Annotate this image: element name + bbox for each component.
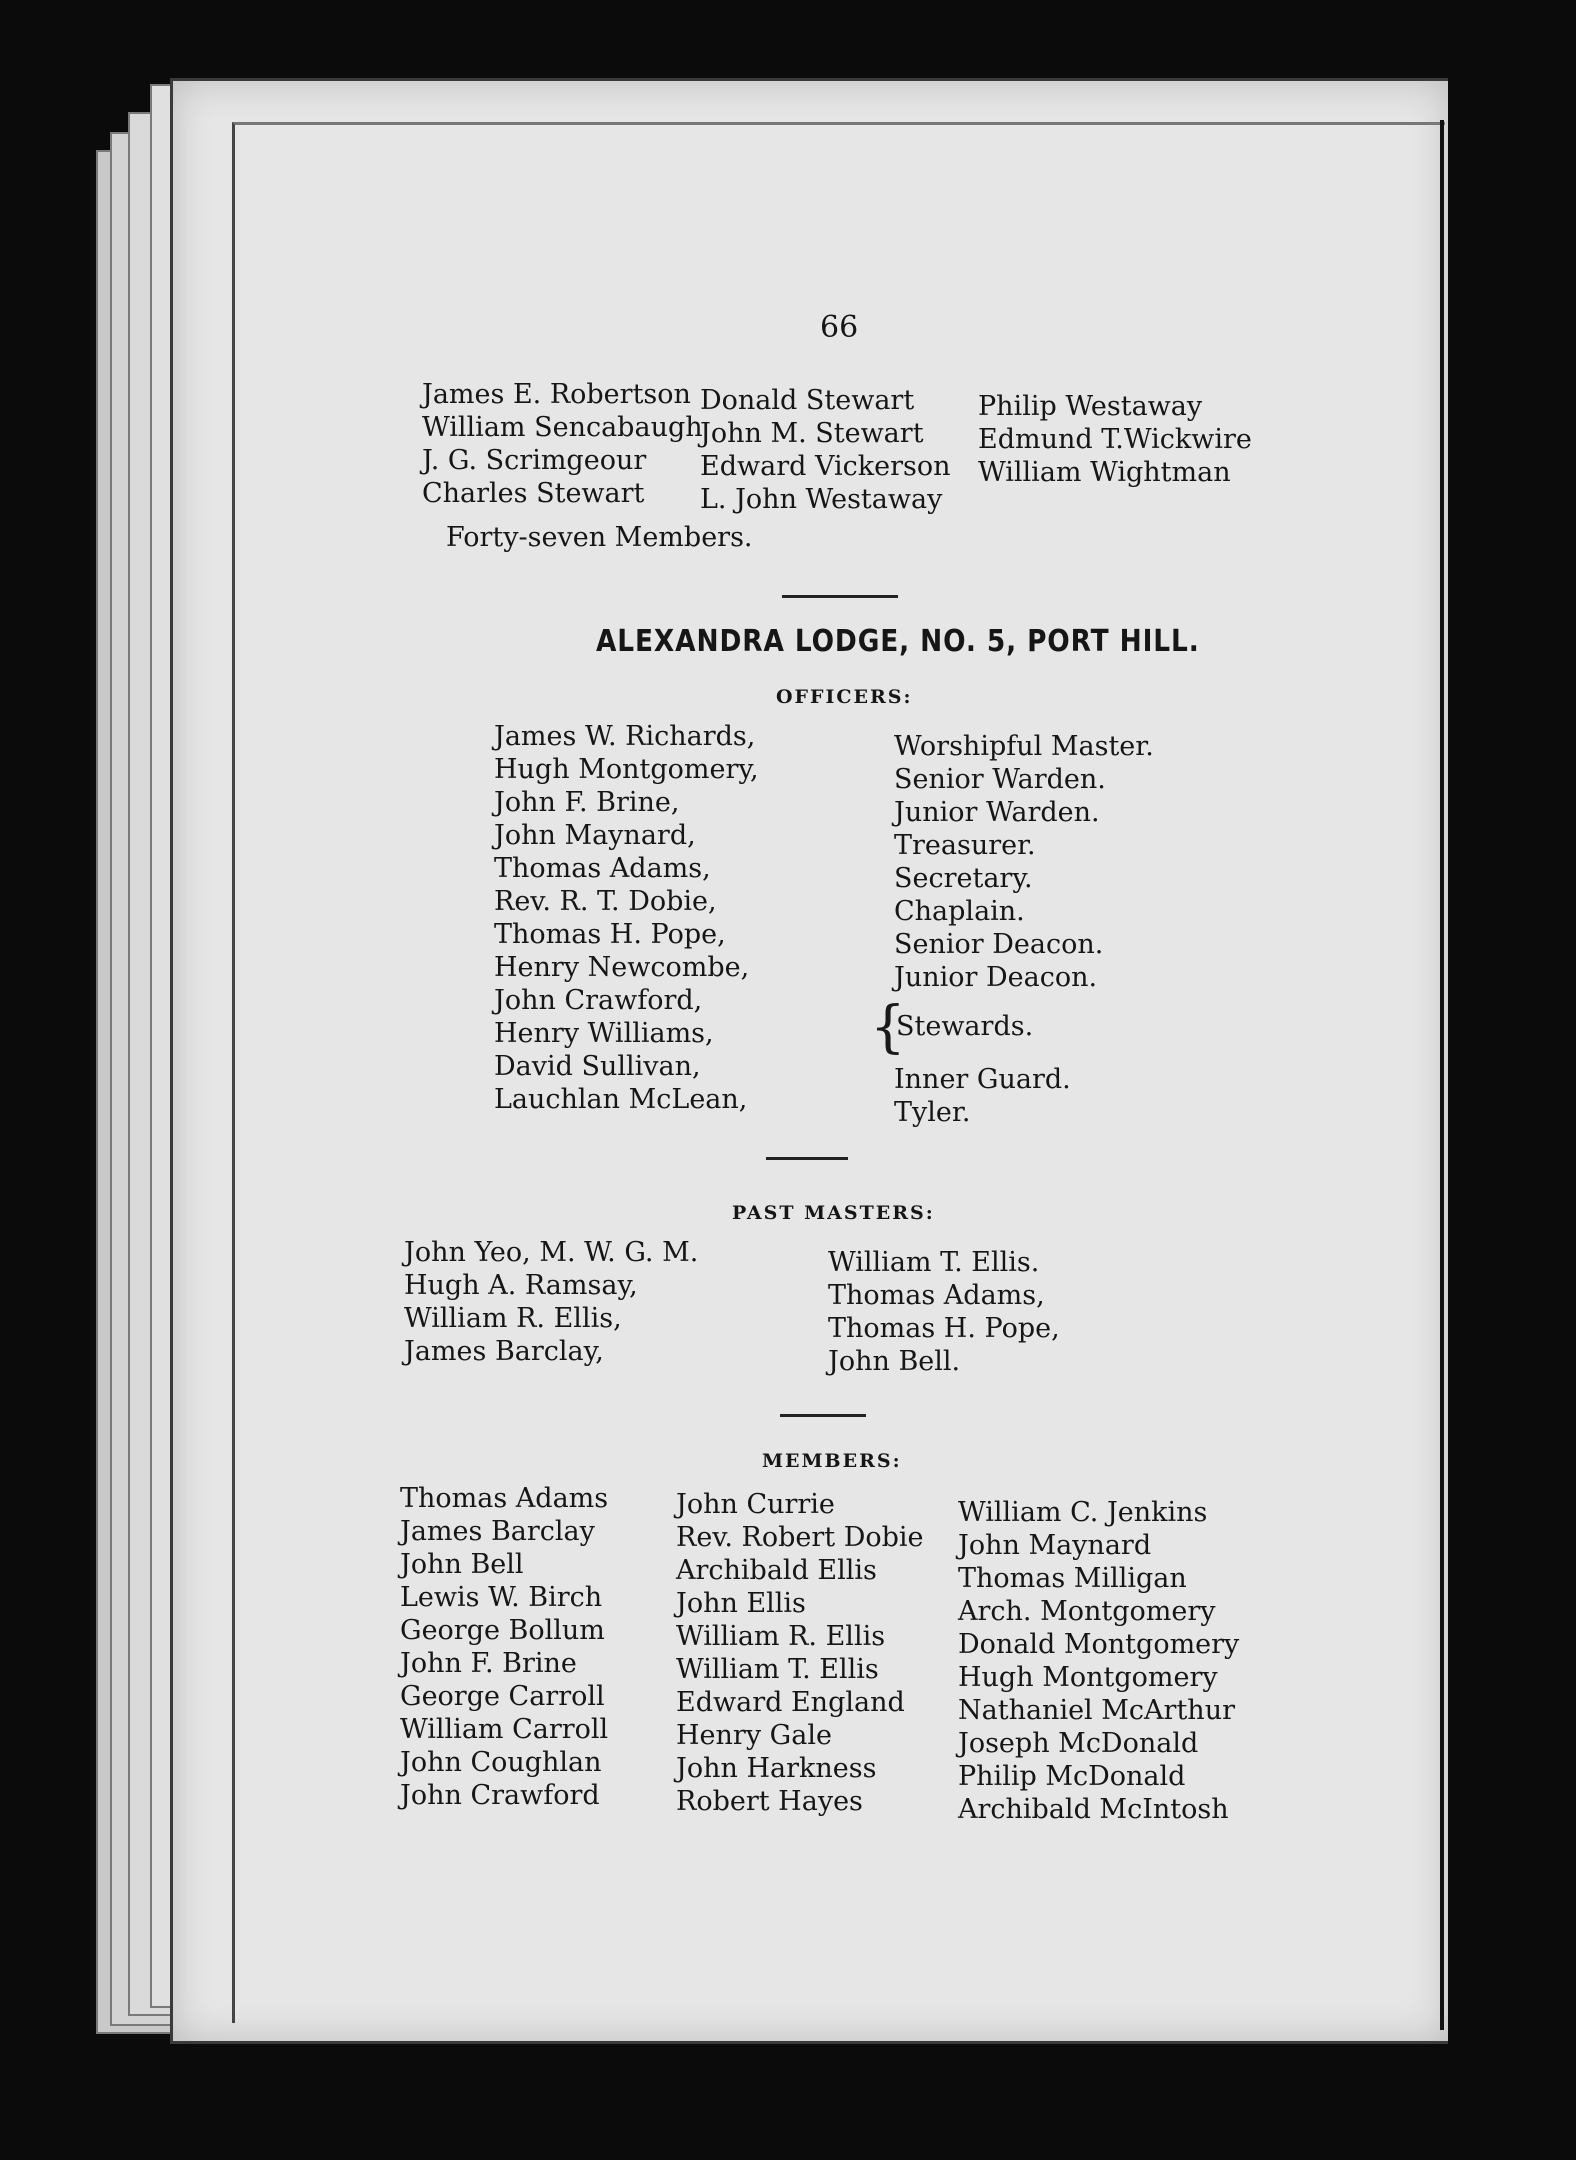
officer-name: Henry Williams, <box>494 1018 714 1049</box>
list-item: Hugh Montgomery <box>958 1662 1218 1693</box>
list-item: Rev. Robert Dobie <box>676 1522 924 1553</box>
list-item: Donald Stewart <box>700 385 915 416</box>
member-count-note: Forty-seven Members. <box>446 522 753 553</box>
list-item: James Barclay <box>400 1516 595 1547</box>
officer-name: Henry Newcombe, <box>494 952 750 983</box>
divider <box>766 1157 848 1160</box>
lodge-title: ALEXANDRA LODGE, NO. 5, PORT HILL. <box>596 624 1200 659</box>
list-item: William Carroll <box>400 1714 609 1745</box>
list-item: Lewis W. Birch <box>400 1582 603 1613</box>
officer-title: Inner Guard. <box>894 1064 1071 1095</box>
officer-name: Hugh Montgomery, <box>494 754 759 785</box>
scan-background <box>1448 0 1576 2160</box>
list-item: John Harkness <box>676 1753 877 1784</box>
list-item: John Ellis <box>676 1588 806 1619</box>
page-right-edge <box>1440 120 1444 2030</box>
prev-members-col3 <box>978 390 1252 489</box>
past-masters-col1 <box>404 1236 698 1368</box>
members-col2 <box>676 1488 924 1818</box>
list-item: George Bollum <box>400 1615 605 1646</box>
list-item: Thomas Adams <box>400 1483 609 1514</box>
list-item: John Currie <box>676 1489 835 1520</box>
officer-title: Chaplain. <box>894 896 1025 927</box>
list-item: Donald Montgomery <box>958 1629 1240 1660</box>
officer-name: John Crawford, <box>494 985 703 1016</box>
officer-titles-a <box>894 730 1154 994</box>
list-item: Archibald Ellis <box>676 1555 877 1586</box>
list-item: William R. Ellis <box>676 1621 886 1652</box>
list-item: Philip Westaway <box>978 391 1203 422</box>
list-item: William Wightman <box>978 457 1231 488</box>
officer-name: John F. Brine, <box>494 787 680 818</box>
members-heading: MEMBERS: <box>762 1450 902 1472</box>
officers-heading: OFFICERS: <box>776 686 913 708</box>
officer-name: Lauchlan McLean, <box>494 1084 748 1115</box>
list-item: John Bell. <box>828 1346 961 1377</box>
list-item: John Maynard <box>958 1530 1152 1561</box>
list-item: Thomas Adams, <box>828 1280 1045 1311</box>
list-item: Charles Stewart <box>422 478 645 509</box>
list-item: Archibald McIntosh <box>958 1794 1229 1825</box>
officer-title: Junior Deacon. <box>894 962 1098 993</box>
list-item: Thomas H. Pope, <box>828 1313 1060 1344</box>
list-item: L. John Westaway <box>700 484 943 515</box>
officer-title: Senior Warden. <box>894 764 1106 795</box>
members-col1 <box>400 1482 608 1812</box>
list-item: John Coughlan <box>400 1747 602 1778</box>
list-item: William C. Jenkins <box>958 1497 1208 1528</box>
list-item: John Crawford <box>400 1780 600 1811</box>
divider <box>780 1414 866 1417</box>
list-item: William Sencabaugh <box>422 412 703 443</box>
list-item: William R. Ellis, <box>404 1303 622 1334</box>
list-item: Arch. Montgomery <box>958 1596 1216 1627</box>
officer-title: Tyler. <box>894 1097 971 1128</box>
list-item: Nathaniel McArthur <box>958 1695 1235 1726</box>
list-item: Thomas Milligan <box>958 1563 1187 1594</box>
officer-name: James W. Richards, <box>494 721 756 752</box>
list-item: George Carroll <box>400 1681 605 1712</box>
past-masters-heading: PAST MASTERS: <box>732 1202 935 1224</box>
list-item: J. G. Scrimgeour <box>422 445 647 476</box>
list-item: Robert Hayes <box>676 1786 863 1817</box>
list-item: Henry Gale <box>676 1720 832 1751</box>
prev-members-col2 <box>700 384 951 516</box>
officer-title: Senior Deacon. <box>894 929 1104 960</box>
members-col3 <box>958 1496 1239 1826</box>
officer-title: Stewards. <box>896 1011 1034 1042</box>
list-item: Philip McDonald <box>958 1761 1186 1792</box>
officer-title: Treasurer. <box>894 830 1036 861</box>
officer-title: Junior Warden. <box>894 797 1100 828</box>
divider <box>782 595 898 598</box>
officer-name: David Sullivan, <box>494 1051 701 1082</box>
officer-name: Thomas H. Pope, <box>494 919 726 950</box>
list-item: Edward Vickerson <box>700 451 951 482</box>
list-item: John M. Stewart <box>700 418 924 449</box>
officer-title-stewards <box>896 1010 1033 1043</box>
officer-names <box>494 720 759 1116</box>
list-item: John Yeo, M. W. G. M. <box>404 1237 699 1268</box>
list-item: William T. Ellis <box>676 1654 879 1685</box>
officer-title: Secretary. <box>894 863 1033 894</box>
officer-title: Worshipful Master. <box>894 731 1154 762</box>
list-item: William T. Ellis. <box>828 1247 1040 1278</box>
list-item: Joseph McDonald <box>958 1728 1199 1759</box>
list-item: James Barclay, <box>404 1336 604 1367</box>
past-masters-col2 <box>828 1246 1060 1378</box>
officer-name: Thomas Adams, <box>494 853 711 884</box>
prev-members-col1 <box>422 378 703 510</box>
officer-name: Rev. R. T. Dobie, <box>494 886 717 917</box>
officer-name: John Maynard, <box>494 820 696 851</box>
list-item: John F. Brine <box>400 1648 577 1679</box>
list-item: James E. Robertson <box>422 379 691 410</box>
page-number: 66 <box>820 310 859 345</box>
stewards-brace: { <box>870 995 906 1060</box>
list-item: Edward England <box>676 1687 905 1718</box>
list-item: Edmund T.Wickwire <box>978 424 1252 455</box>
list-item: Hugh A. Ramsay, <box>404 1270 638 1301</box>
officer-titles-b <box>894 1063 1071 1129</box>
list-item: John Bell <box>400 1549 524 1580</box>
